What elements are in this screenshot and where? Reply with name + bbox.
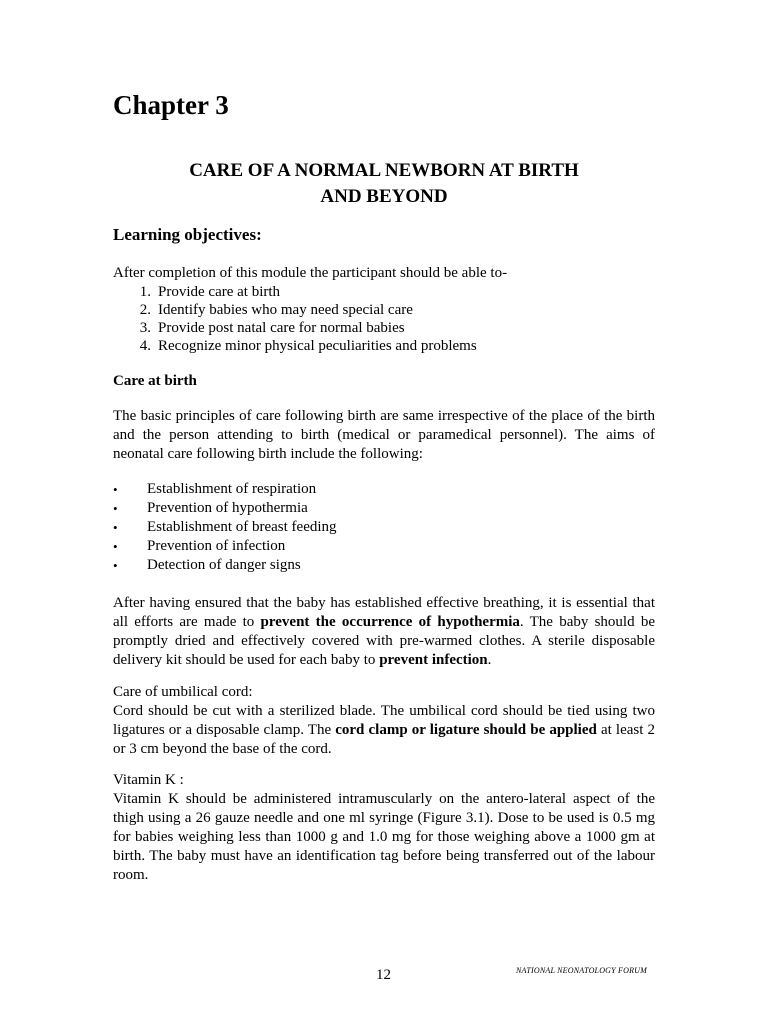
list-item-number: 2.	[139, 302, 151, 318]
emphasis-prevent-hypothermia: prevent the occurrence of hypothermia	[260, 614, 520, 630]
list-item	[113, 556, 655, 575]
paragraph-text: at least 2 or 3 cm beyond the base of the cord.	[113, 722, 655, 757]
list-item-text: Establishment of breast feeding	[147, 519, 337, 535]
chapter-title-line-2: AND BEYOND	[320, 186, 448, 207]
list-item-number: 3.	[139, 320, 151, 336]
list-item	[113, 499, 655, 518]
chapter-title-line-1: CARE OF A NORMAL NEWBORN AT BIRTH	[189, 160, 579, 181]
list-item	[113, 337, 655, 355]
list-item-text: Provide care at birth	[158, 284, 281, 300]
list-item-text: Establishment of respiration	[147, 481, 317, 497]
list-item-number: 1.	[139, 284, 151, 300]
chapter-heading: Chapter 3	[113, 90, 229, 120]
paragraph-text: Cord should be cut with a sterilized blade. The umbilical cord should be tied using two ligatures or a disposable clamp. The	[113, 703, 655, 738]
hypothermia-paragraph	[113, 594, 655, 670]
paragraph-text: .	[487, 652, 492, 668]
bullet-icon: •	[113, 520, 118, 535]
chapter-title	[113, 158, 655, 210]
list-item-text: Provide post natal care for normal babies	[158, 320, 405, 336]
list-item-text: Identify babies who may need special care	[158, 302, 413, 318]
paragraph-text: After having ensured that the baby has established effective breathing, it is essential that all efforts are made to	[113, 595, 655, 630]
list-item	[113, 283, 655, 301]
footer-organization: NATIONAL NEONATOLOGY FORUM	[516, 966, 647, 975]
list-item	[113, 518, 655, 537]
list-item-text: Prevention of infection	[147, 538, 286, 554]
care-principles-paragraph: The basic principles of care following birth are same irrespective of the place of the birth and the person attending to birth (medical or paramedical personnel). The aims of neonatal care following birth include the following:	[113, 408, 655, 462]
emphasis-cord-clamp: cord clamp or ligature should be applied	[335, 722, 597, 738]
objectives-intro: After completion of this module the participant should be able to-	[113, 265, 508, 281]
vitamin-k-paragraph: Vitamin K should be administered intramuscularly on the antero-lateral aspect of the thigh using a 26 gauze needle and one ml syringe (Figure 3.1). Dose to be used is 0.5 mg for babies weighing less than 1000 g and 1.0 mg for those weighing above a 1000 gm at birth. The baby must have an identification tag before being transferred out of the labour room.	[113, 791, 655, 883]
list-item-text: Prevention of hypothermia	[147, 500, 308, 516]
umbilical-cord-label: Care of umbilical cord:	[113, 684, 253, 700]
learning-objectives-heading: Learning objectives:	[113, 225, 262, 244]
paragraph-text: . The baby should be promptly dried and effectively covered with pre-warmed clothes. A sterile disposable delivery kit should be used for each baby to	[113, 614, 655, 668]
list-item	[113, 319, 655, 337]
list-item-number: 4.	[139, 338, 151, 354]
bullet-icon: •	[113, 482, 118, 497]
bullet-icon: •	[113, 539, 118, 554]
list-item	[113, 537, 655, 556]
bullet-icon: •	[113, 501, 118, 516]
list-item	[113, 301, 655, 319]
umbilical-cord-paragraph	[113, 702, 655, 759]
objectives-list	[113, 283, 655, 355]
neonatal-aims-list	[113, 480, 655, 575]
care-at-birth-heading: Care at birth	[113, 373, 197, 389]
bullet-icon: •	[113, 558, 118, 573]
list-item-text: Recognize minor physical peculiarities and problems	[158, 338, 477, 354]
page-number: 12	[376, 967, 391, 983]
emphasis-prevent-infection: prevent infection	[379, 652, 488, 668]
list-item-text: Detection of danger signs	[147, 557, 301, 573]
vitamin-k-label: Vitamin K :	[113, 772, 184, 788]
list-item	[113, 480, 655, 499]
